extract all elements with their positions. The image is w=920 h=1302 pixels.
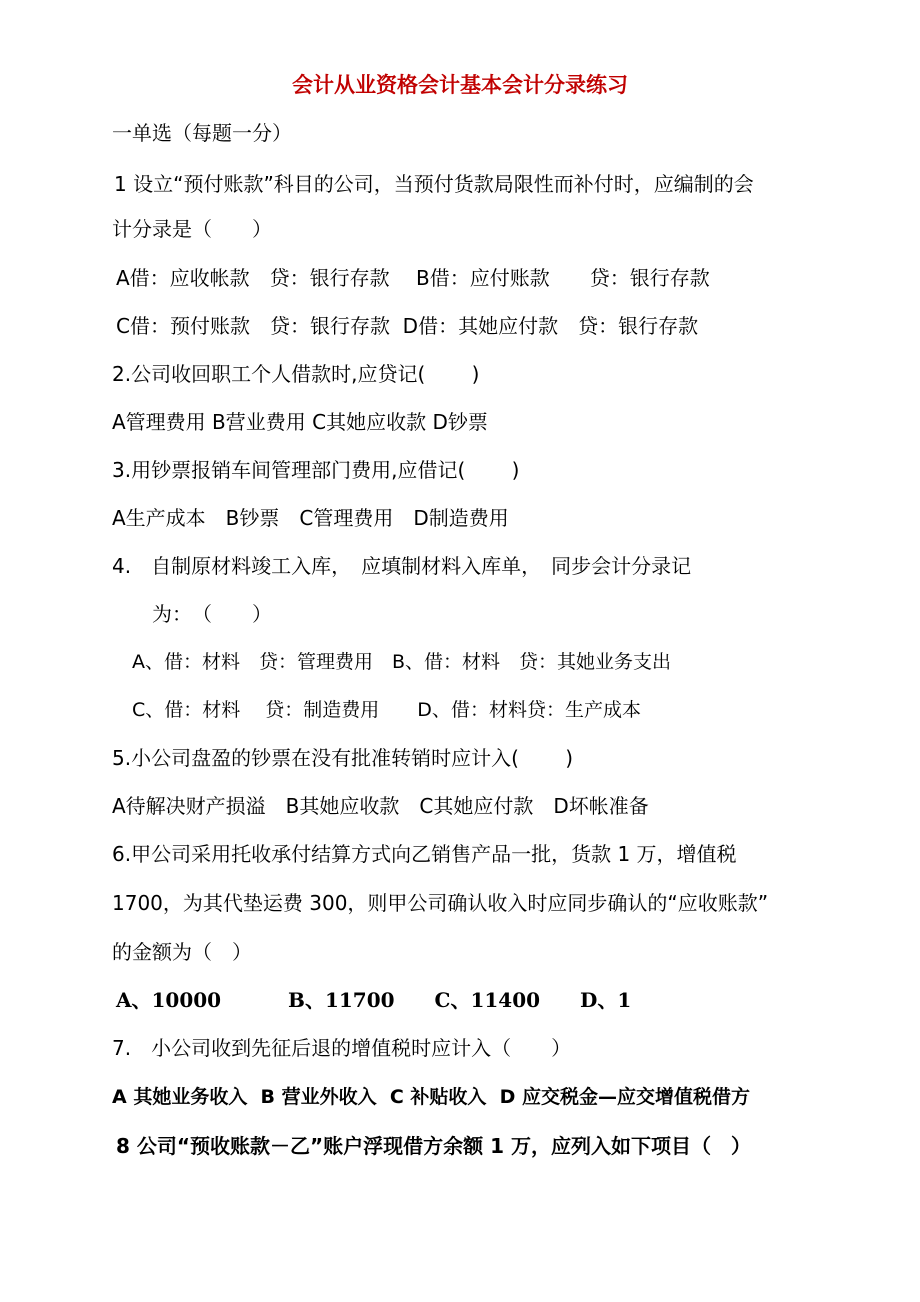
question-7: 7. 小公司收到先征后退的增值税时应计入（ ） — [112, 1036, 572, 1060]
question-1-line-2: 计分录是（ ） — [112, 217, 272, 241]
question-3: 3.用钞票报销车间管理部门费用,应借记( ) — [112, 458, 520, 482]
question-6-line-1: 6.甲公司采用托收承付结算方式向乙销售产品一批，货款 1 万，增值税 — [112, 842, 737, 866]
question-6-line-3: 的金额为（ ） — [112, 940, 252, 964]
question-2-options: A管理费用 B营业费用 C其她应收款 D钞票 — [112, 410, 488, 434]
question-7-options: A 其她业务收入 B 营业外收入 C 补贴收入 D 应交税金—应交增值税借方 — [112, 1086, 751, 1108]
question-5-options: A待解决财产损溢 B其她应收款 C其她应付款 D坏帐准备 — [112, 794, 649, 818]
question-4-options-ab: A、借：材料 贷：管理费用 B、借：材料 贷：其她业务支出 — [132, 651, 672, 673]
question-8: 8 公司“预收账款－乙”账户浮现借方余额 1 万，应列入如下项目（ ） — [116, 1134, 752, 1158]
question-4-options-cd: C、借：材料 贷：制造费用 D、借：材料贷：生产成本 — [132, 699, 641, 721]
question-6-line-2: 1700，为其代垫运费 300，则甲公司确认收入时应同步确认的“应收账款” — [112, 891, 769, 915]
question-4-line-2: 为： （ ） — [152, 602, 272, 626]
document-title: 会计从业资格会计基本会计分录练习 — [292, 73, 628, 97]
question-5: 5.小公司盘盈的钞票在没有批准转销时应计入( ) — [112, 746, 574, 770]
question-1-options-ab: A借：应收帐款 贷：银行存款 B借：应付账款 贷：银行存款 — [116, 266, 710, 290]
question-6-options: A、10000 B、11700 C、11400 D、1 — [116, 988, 632, 1012]
section-heading: 一单选（每题一分） — [112, 121, 292, 145]
question-1-line-1: 1 设立“预付账款”科目的公司，当预付货款局限性而补付时，应编制的会 — [114, 172, 754, 196]
question-2: 2.公司收回职工个人借款时,应贷记( ) — [112, 362, 480, 386]
question-3-options: A生产成本 B钞票 C管理费用 D制造费用 — [112, 506, 509, 530]
question-1-options-cd: C借：预付账款 贷：银行存款 D借：其她应付款 贷：银行存款 — [116, 314, 699, 338]
question-4-line-1: 4. 自制原材料竣工入库， 应填制材料入库单， 同步会计分录记 — [112, 554, 692, 578]
